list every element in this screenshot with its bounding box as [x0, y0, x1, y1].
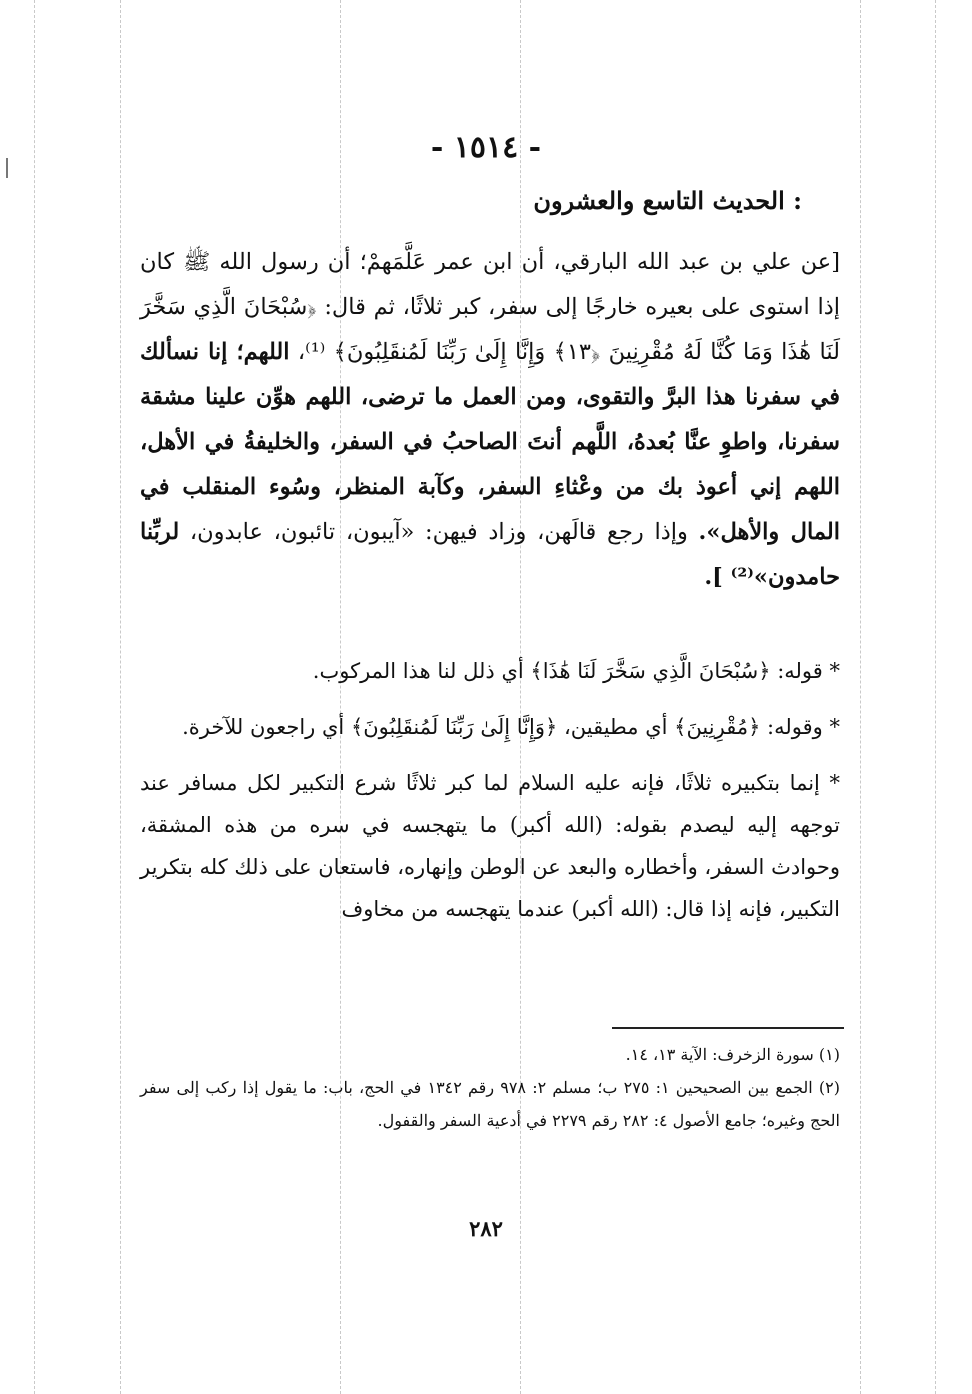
hadith-return: وإذا رجع قالَهن، وزاد فيهن: «آيبون، تائبون، عابدون،	[189, 519, 688, 545]
footnote: (١) سورة الزخرف: الآية ١٣، ١٤.	[625, 1045, 840, 1064]
fold-line	[935, 0, 936, 1394]
hadith-text	[140, 240, 840, 600]
fold-line	[860, 0, 861, 1394]
hadith-end: لربِّنا حامدون»⁽²⁾ ].	[140, 519, 840, 590]
hadith-intro: [عن علي بن عبد الله البارقي، أن ابن عمر عَلَّمَهمْ؛ أن رسول الله ﷺ كان إذا استوى على بعيره خارجًا إلى سفر، كبر ثلاثًا، ثم قال: ﴿سُبْحَانَ الَّذِي سَخَّرَ لَنَا هَٰذَا وَمَا كُنَّا لَهُ مُقْرِنِينَ ﴿١٣﴾ وَإِنَّا إِلَىٰ رَبِّنَا لَمُنقَلِبُونَ﴾ ⁽¹⁾،	[140, 249, 840, 365]
footnotes	[140, 1038, 840, 1137]
commentary-note: * قوله: ﴿سُبْحَانَ الَّذِي سَخَّرَ لَنَا هَٰذَا﴾ أي ذلل لنا هذا المركوب.	[312, 659, 840, 683]
commentary-note: * إنما بتكبيره ثلاثًا، فإنه عليه السلام لما كبر ثلاثًا شرع التكبير لكل مسافر عند توجهه إليه ليصدم بقوله: (الله أكبر) ما يتهجسه في سره من هذه المشقة، وحوادث السفر، وأخطاره والبعد عن الوطن وإنهاره، فاستعان على ذلك كله بتكرير التكبير، فإنه إذا قال: (الله أكبر) عندما يتهجسه من مخاوف	[140, 771, 840, 921]
page-number: ٢٨٢	[469, 1216, 503, 1241]
hadith-number: - ١٥١٤ -	[430, 130, 542, 165]
commentary	[140, 650, 840, 944]
fold-line	[120, 0, 121, 1394]
footnote: (٢) الجمع بين الصحيحين ١: ٢٧٥ ب؛ مسلم ٢: ٩٧٨ رقم ١٣٤٢ في الحج، باب: ما يقول إذا ركب إلى سفر الحج وغيره؛ جامع الأصول ٤: ٢٨٢ رقم ٢٢٧٩ في أدعية السفر والقفول.	[140, 1078, 840, 1130]
fold-line	[34, 0, 35, 1394]
footnote-separator	[612, 1027, 844, 1029]
commentary-note: * وقوله: ﴿مُقْرِنِينَ﴾ أي مطيقين، ﴿وَإِنَّا إِلَىٰ رَبِّنَا لَمُنقَلِبُونَ﴾ أي راجعون للآخرة.	[182, 715, 840, 739]
section-heading: الحديث التاسع والعشرون :	[533, 186, 802, 215]
hadith-prayer: اللهم؛ إنا نسألك في سفرنا هذا البرَّ والتقوى، ومن العمل ما ترضى، اللهم هوِّن علينا مشقة سفرنا، واطوِ عنَّا بُعدهُ، اللَّهم أنتَ الصاحبُ في السفر، والخليفةُ في الأهل، اللهم إني أعوذ بك من وعْثاءِ السفر، وكآبة المنظر، وسُوء المنقلب في المال والأهل».	[140, 339, 840, 545]
